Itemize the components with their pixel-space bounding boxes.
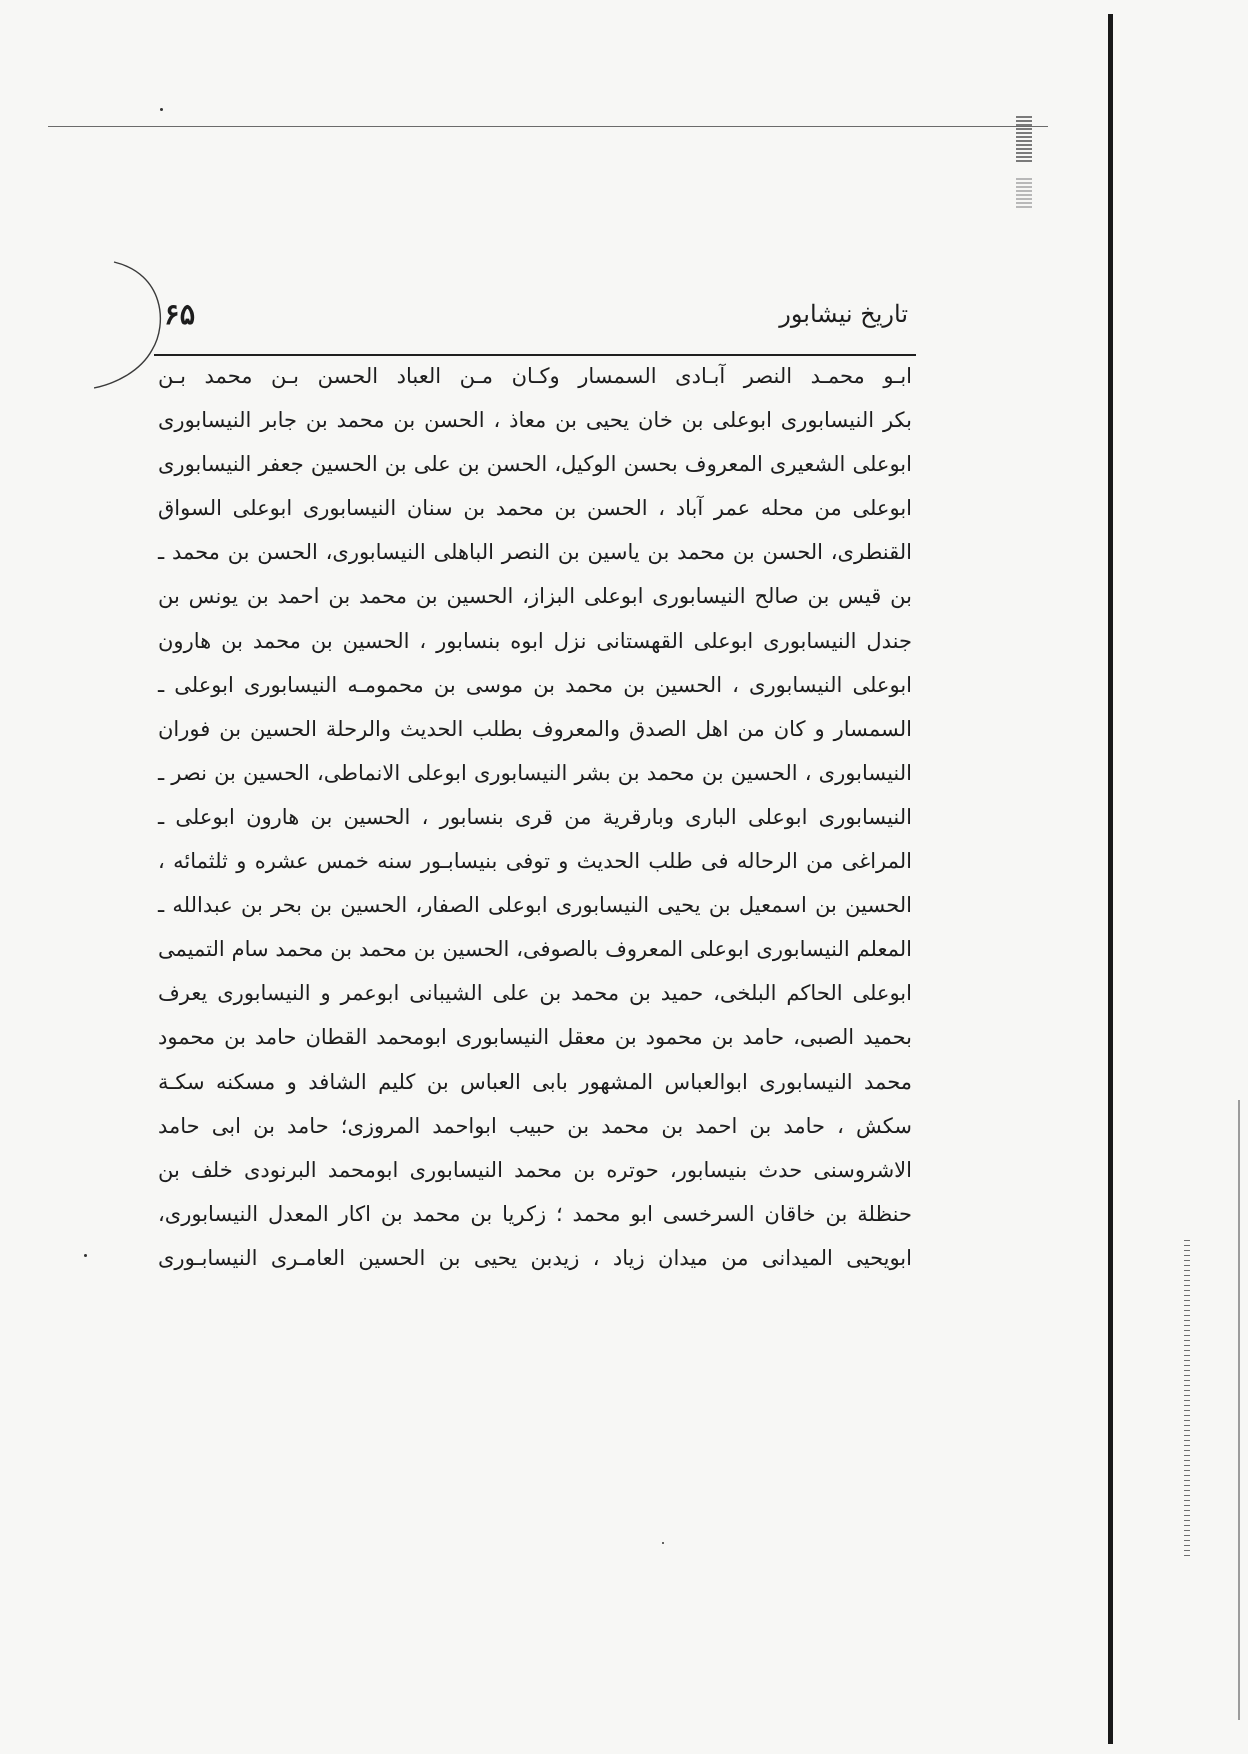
text-line: ابوعلی من محله عمر آباد ، الحسن بن محمد بن سنان النیسابوری ابوعلی السواق — [158, 496, 912, 521]
text-line: ابوعلی الحاکم البلخی، حمید بن محمد بن علی الشیبانی ابوعمر و النیسابوری یعرف — [158, 981, 912, 1006]
running-title: تاریخ نیشابور — [779, 300, 908, 328]
text-line: الاشروسنی حدث بنیسابور، حوتره بن محمد النیسابوری ابومحمد البرنودی خلف بن — [158, 1157, 912, 1182]
body-text — [154, 354, 916, 1280]
page-header — [154, 296, 916, 356]
text-line: بکر النیسابوری ابوعلی بن خان یحیی بن معاذ ، الحسن بن محمد بن جابر النیسابوری — [158, 408, 912, 433]
text-line: محمد النیسابوری ابوالعباس المشهور بابی العباس بن کلیم الشافد و مسکنه سکـة — [158, 1069, 912, 1094]
text-line: بحمید الصبی، حامد بن محمود بن معقل النیسابوری ابومحمد القطان حامد بن محمود — [158, 1025, 912, 1050]
text-line: ابویحیی المیدانی من میدان زیاد ، زیدبن یحیی بن الحسین العامـری النیسابـوری — [158, 1245, 912, 1270]
text-line: بن قیس بن صالح النیسابوری ابوعلی البزاز، الحسین بن محمد بن احمد بن یونس بن — [158, 584, 912, 609]
book-spine-shadow — [1108, 14, 1113, 1744]
scan-speck — [662, 1542, 664, 1544]
page-number: ۶۵ — [164, 297, 196, 331]
text-line: النیسابوری ، الحسین بن محمد بن بشر النیسابوری ابوعلی الانماطی، الحسین بن نصر ـ — [158, 760, 912, 785]
scan-speck — [84, 1254, 87, 1257]
text-line: سکش ، حامد بن احمد بن محمد بن حبیب ابواحمد المروزی؛ حامد بن ابی حامد — [158, 1113, 912, 1138]
text-line: القنطری، الحسن بن محمد بن یاسین بن النصر الباهلی النیسابوری، الحسن بن محمد ـ — [158, 540, 912, 565]
text-line: حنظلة بن خاقان السرخسی ابو محمد ؛ زکریا بن محمد بن اکار المعدل النیسابوری، — [158, 1201, 912, 1226]
document-page — [154, 296, 916, 1476]
page-edge-line — [1238, 1100, 1240, 1720]
spine-mark — [1016, 116, 1032, 162]
text-line: الحسین بن اسمعیل بن یحیی النیسابوری ابوعلی الصفار، الحسین بن بحر بن عبدالله ـ — [158, 893, 912, 918]
scan-speck — [160, 108, 163, 111]
page-edge-noise — [1184, 1240, 1190, 1560]
text-line: ابوعلی الشعیری المعروف بحسن الوکیل، الحسن بن علی بن الحسین جعفر النیسابوری — [158, 452, 912, 477]
text-line: ابوعلی النیسابوری ، الحسین بن محمد بن موسی بن محمومـه النیسابوری ابوعلی ـ — [158, 672, 912, 697]
text-line: السمسار و کان من اهل الصدق والمعروف بطلب الحدیث والرحلة الحسین بن فوران — [158, 716, 912, 741]
text-line: المراغی من الرحاله فی طلب الحدیث و توفی بنیسابـور سنه خمس عشره و ثلثمائه ، — [158, 849, 912, 874]
text-line: جندل النیسابوری ابوعلی القهستانی نزل ابوه بنسابور ، الحسین بن محمد بن هارون — [158, 628, 912, 653]
text-line: النیسابوری ابوعلی الباری وبارقریة من قری بنسابور ، الحسین بن هارون ابوعلی ـ — [158, 804, 912, 829]
text-line: المعلم النیسابوری ابوعلی المعروف بالصوفی، الحسین بن محمد بن محمد سام التمیمی — [158, 937, 912, 962]
scan-top-rule — [48, 126, 1048, 127]
text-line: ابـو محمـد النصر آبـادی السمسار وکـان مـن العباد الحسن بـن محمد بـن — [158, 364, 912, 388]
spine-mark — [1016, 178, 1032, 208]
